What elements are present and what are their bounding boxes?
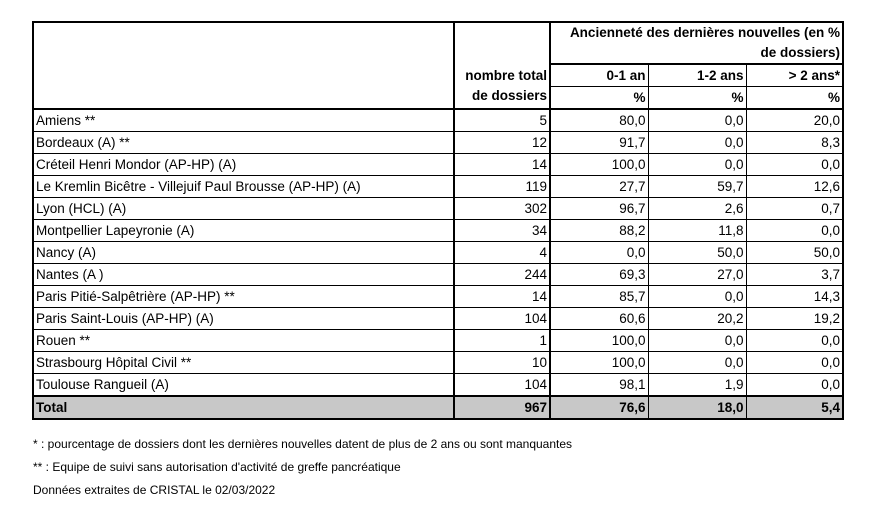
header-blank-cell bbox=[33, 22, 454, 109]
row-pct-gt2: 0,7 bbox=[746, 198, 843, 220]
table-row bbox=[33, 154, 843, 176]
table-row bbox=[33, 242, 843, 264]
row-total-dossiers: 302 bbox=[454, 198, 550, 220]
row-pct-1-2: 0,0 bbox=[648, 330, 746, 352]
row-total-dossiers: 14 bbox=[454, 154, 550, 176]
header-unit-0-1: % bbox=[550, 87, 648, 110]
row-total-dossiers: 10 bbox=[454, 352, 550, 374]
table-row bbox=[33, 374, 843, 397]
row-pct-1-2: 0,0 bbox=[648, 109, 746, 132]
row-pct-0-1: 85,7 bbox=[550, 286, 648, 308]
row-total-dossiers: 12 bbox=[454, 132, 550, 154]
row-pct-1-2: 50,0 bbox=[648, 242, 746, 264]
row-pct-1-2: 0,0 bbox=[648, 154, 746, 176]
row-pct-0-1: 69,3 bbox=[550, 264, 648, 286]
row-pct-gt2: 20,0 bbox=[746, 109, 843, 132]
row-label: Amiens ** bbox=[33, 109, 454, 132]
row-pct-0-1: 60,6 bbox=[550, 308, 648, 330]
table-row bbox=[33, 109, 843, 132]
row-label: Strasbourg Hôpital Civil ** bbox=[33, 352, 454, 374]
row-total-dossiers: 34 bbox=[454, 220, 550, 242]
row-label: Le Kremlin Bicêtre - Villejuif Paul Brousse (AP-HP) (A) bbox=[33, 176, 454, 198]
row-pct-gt2: 0,0 bbox=[746, 220, 843, 242]
row-pct-0-1: 98,1 bbox=[550, 374, 648, 397]
row-pct-1-2: 0,0 bbox=[648, 286, 746, 308]
table-row bbox=[33, 220, 843, 242]
dossiers-table bbox=[32, 21, 844, 420]
row-pct-gt2: 3,7 bbox=[746, 264, 843, 286]
row-pct-gt2: 0,0 bbox=[746, 330, 843, 352]
row-pct-0-1: 91,7 bbox=[550, 132, 648, 154]
row-label: Nantes (A ) bbox=[33, 264, 454, 286]
header-anciennete-group bbox=[550, 22, 843, 64]
row-pct-1-2: 1,9 bbox=[648, 374, 746, 397]
row-pct-0-1: 88,2 bbox=[550, 220, 648, 242]
row-pct-1-2: 59,7 bbox=[648, 176, 746, 198]
row-pct-gt2: 0,0 bbox=[746, 154, 843, 176]
row-total-dossiers: 5 bbox=[454, 109, 550, 132]
row-label: Rouen ** bbox=[33, 330, 454, 352]
table-row bbox=[33, 264, 843, 286]
row-label: Paris Pitié-Salpêtrière (AP-HP) ** bbox=[33, 286, 454, 308]
row-total-dossiers: 1 bbox=[454, 330, 550, 352]
row-total-dossiers: 104 bbox=[454, 308, 550, 330]
row-pct-gt2: 19,2 bbox=[746, 308, 843, 330]
row-total-dossiers: 119 bbox=[454, 176, 550, 198]
row-label: Montpellier Lapeyronie (A) bbox=[33, 220, 454, 242]
header-unit-gt2: % bbox=[746, 87, 843, 110]
table-row bbox=[33, 352, 843, 374]
row-label: Créteil Henri Mondor (AP-HP) (A) bbox=[33, 154, 454, 176]
row-pct-gt2: 0,0 bbox=[746, 352, 843, 374]
header-col-gt2: > 2 ans* bbox=[746, 64, 843, 87]
row-pct-gt2: 50,0 bbox=[746, 242, 843, 264]
table-row bbox=[33, 330, 843, 352]
row-pct-0-1: 100,0 bbox=[550, 352, 648, 374]
header-unit-1-2: % bbox=[648, 87, 746, 110]
total-pct-gt2: 5,4 bbox=[746, 396, 843, 419]
header-total-line1: nombre total bbox=[465, 68, 547, 83]
row-total-dossiers: 104 bbox=[454, 374, 550, 397]
row-pct-0-1: 96,7 bbox=[550, 198, 648, 220]
row-label: Toulouse Rangueil (A) bbox=[33, 374, 454, 397]
row-pct-1-2: 27,0 bbox=[648, 264, 746, 286]
table-row bbox=[33, 198, 843, 220]
row-label: Bordeaux (A) ** bbox=[33, 132, 454, 154]
total-pct-0-1: 76,6 bbox=[550, 396, 648, 419]
row-pct-gt2: 0,0 bbox=[746, 374, 843, 397]
table-row bbox=[33, 286, 843, 308]
data-source-note: Données extraites de CRISTAL le 02/03/2022 bbox=[33, 483, 276, 497]
row-pct-1-2: 0,0 bbox=[648, 352, 746, 374]
total-dossiers: 967 bbox=[454, 396, 550, 419]
row-total-dossiers: 4 bbox=[454, 242, 550, 264]
row-label: Paris Saint-Louis (AP-HP) (A) bbox=[33, 308, 454, 330]
header-col-0-1: 0-1 an bbox=[550, 64, 648, 87]
row-total-dossiers: 244 bbox=[454, 264, 550, 286]
row-pct-1-2: 11,8 bbox=[648, 220, 746, 242]
row-pct-gt2: 8,3 bbox=[746, 132, 843, 154]
row-pct-1-2: 20,2 bbox=[648, 308, 746, 330]
header-total-line2: de dossiers bbox=[471, 88, 547, 103]
footnote-double-asterisk: ** : Equipe de suivi sans autorisation d'activité de greffe pancréatique bbox=[33, 460, 401, 474]
table-row bbox=[33, 132, 843, 154]
table-row bbox=[33, 308, 843, 330]
header-col-1-2: 1-2 ans bbox=[648, 64, 746, 87]
row-pct-0-1: 100,0 bbox=[550, 154, 648, 176]
header-total-dossiers bbox=[454, 22, 550, 109]
total-row bbox=[33, 396, 843, 419]
row-pct-gt2: 12,6 bbox=[746, 176, 843, 198]
row-pct-1-2: 2,6 bbox=[648, 198, 746, 220]
row-pct-0-1: 27,7 bbox=[550, 176, 648, 198]
table-row bbox=[33, 176, 843, 198]
total-pct-1-2: 18,0 bbox=[648, 396, 746, 419]
row-total-dossiers: 14 bbox=[454, 286, 550, 308]
row-label: Lyon (HCL) (A) bbox=[33, 198, 454, 220]
header-anciennete-title: Ancienneté des dernières nouvelles (en % de dossiers) bbox=[569, 25, 841, 60]
total-label: Total bbox=[33, 396, 454, 419]
footnote-asterisk: * : pourcentage de dossiers dont les dernières nouvelles datent de plus de 2 ans ou sont manquantes bbox=[33, 437, 573, 451]
row-pct-0-1: 0,0 bbox=[550, 242, 648, 264]
row-pct-gt2: 14,3 bbox=[746, 286, 843, 308]
row-pct-1-2: 0,0 bbox=[648, 132, 746, 154]
row-pct-0-1: 80,0 bbox=[550, 109, 648, 132]
row-label: Nancy (A) bbox=[33, 242, 454, 264]
row-pct-0-1: 100,0 bbox=[550, 330, 648, 352]
